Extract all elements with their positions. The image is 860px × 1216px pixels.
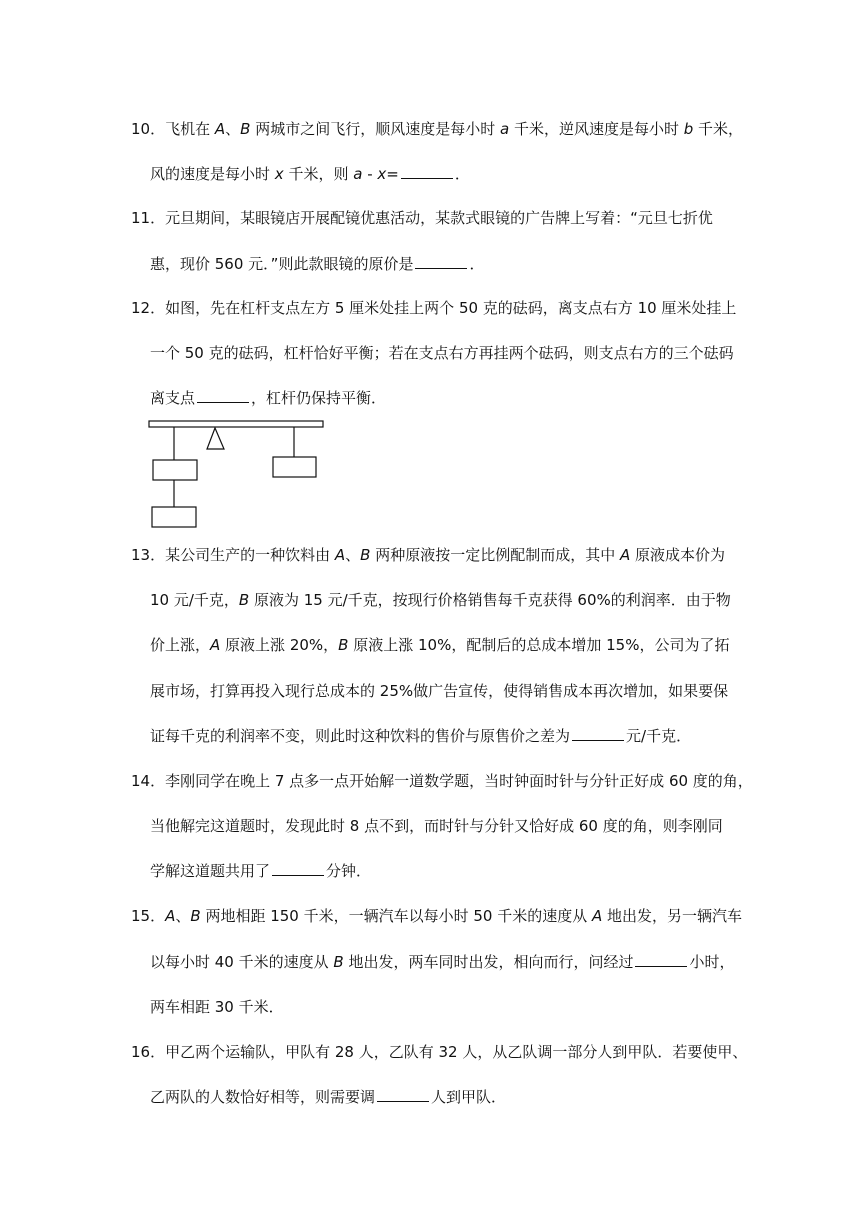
text: 两城市之间飞行，顺风速度是每小时 (250, 120, 500, 138)
text: ． (469, 255, 485, 273)
left-weight-1 (153, 460, 197, 480)
text: 如图，先在杠杆支点左方 5 厘米处挂上两个 50 克的砝码，离支点右方 10 厘米处挂上 (165, 299, 737, 317)
question-11-line-1 (131, 208, 713, 228)
var-a: A (334, 546, 346, 564)
text: 千米，逆风速度是每小时 (509, 120, 684, 138)
text: 千米， (693, 120, 744, 138)
text: 原液成本价为 (630, 546, 726, 564)
question-15-line-2 (150, 952, 735, 972)
question-number: 13． (131, 546, 166, 564)
var-b: B (238, 591, 250, 609)
text: 飞机在 (165, 120, 215, 138)
question-number: 11． (131, 209, 166, 227)
question-15-line-3 (150, 997, 284, 1017)
question-12-line-1 (131, 298, 736, 318)
text: 惠，现价 560 元．”则此款眼镜的原价是 (150, 255, 414, 273)
var-a: A (214, 120, 226, 138)
text: 地出发，另一辆汽车 (602, 907, 743, 925)
text: 风的速度是每小时 (150, 165, 275, 183)
question-16-line-2 (150, 1087, 506, 1107)
text: 一个 50 克的砝码，杠杆恰好平衡；若在支点右方再挂两个砝码，则支点右方的三个砝码 (150, 344, 734, 362)
question-13-line-2 (150, 590, 731, 610)
text: 两车相距 30 千米． (150, 998, 284, 1016)
text: 、 (225, 120, 241, 138)
var-a-lower: a (500, 120, 510, 138)
text: 地出发，两车同时出发，相向而行，问经过 (343, 953, 634, 971)
text: 人到甲队． (431, 1088, 507, 1106)
question-number: 16． (131, 1043, 166, 1061)
question-number: 14． (131, 772, 166, 790)
var-x: x (377, 165, 387, 183)
text: 小时， (689, 953, 735, 971)
text: 两种原液按一定比例配制而成，其中 (370, 546, 620, 564)
question-number: 10． (131, 120, 166, 138)
var-a: A (165, 907, 176, 925)
var-b: B (338, 636, 349, 654)
text: - (362, 165, 378, 183)
question-13-line-3 (150, 635, 729, 655)
var-a: A (592, 907, 603, 925)
var-b: B (240, 120, 251, 138)
fulcrum-triangle (207, 428, 224, 449)
text: 李刚同学在晚上 7 点多一点开始解一道数学题，当时钟面时针与分针正好成 60 度的角， (165, 772, 753, 790)
answer-blank[interactable] (197, 388, 249, 403)
question-number: 12． (131, 299, 166, 317)
question-12-line-2 (150, 343, 734, 363)
question-16-line-1 (131, 1042, 747, 1062)
question-13-line-4 (150, 681, 728, 701)
var-b-lower: b (683, 120, 694, 138)
answer-blank[interactable] (377, 1087, 429, 1102)
left-weight-2 (152, 507, 196, 527)
text: 两地相距 150 千米，一辆汽车以每小时 50 千米的速度从 (200, 907, 592, 925)
question-14-line-3 (150, 861, 371, 881)
text: 分钟． (326, 862, 372, 880)
text: ，杠杆仍保持平衡． (251, 389, 387, 407)
answer-blank[interactable] (572, 726, 624, 741)
text: 证每千克的利润率不变，则此时这种饮料的售价与原售价之差为 (150, 727, 571, 745)
text: 元旦期间，某眼镜店开展配镜优惠活动，某款式眼镜的广告牌上写着：“元旦七折优 (165, 209, 713, 227)
text: 元/千克． (626, 727, 692, 745)
text: 原液上涨 20%， (220, 636, 339, 654)
var-b: B (360, 546, 371, 564)
question-15-line-1 (131, 906, 742, 926)
text: 当他解完这道题时，发现此时 8 点不到，而时针与分针又恰好成 60 度的角，则李刚同 (150, 817, 723, 835)
answer-blank[interactable] (415, 254, 467, 269)
var-a: A (620, 546, 631, 564)
text: 、 (345, 546, 361, 564)
text: 甲乙两个运输队，甲队有 28 人，乙队有 32 人，从乙队调一部分人到甲队．若要使甲、 (165, 1043, 748, 1061)
text: 乙两队的人数恰好相等，则需要调 (150, 1088, 376, 1106)
question-14-line-2 (150, 816, 723, 836)
var-a: A (210, 636, 221, 654)
question-12-line-3 (150, 388, 386, 408)
question-14-line-1 (131, 771, 753, 791)
answer-blank[interactable] (401, 164, 453, 179)
lever-figure (148, 420, 328, 530)
answer-blank[interactable] (272, 861, 324, 876)
question-13-line-5 (150, 726, 691, 746)
var-a-lower: a (353, 165, 363, 183)
question-10-line-1 (131, 119, 743, 139)
text: 、 (175, 907, 191, 925)
text: = (386, 165, 399, 183)
text: 原液上涨 10%，配制后的总成本增加 15%，公司为了拓 (348, 636, 730, 654)
var-b: B (190, 907, 201, 925)
answer-blank[interactable] (635, 952, 687, 967)
question-11-line-2 (150, 254, 484, 274)
text: 千米，则 (283, 165, 354, 183)
text: 原液为 15 元/千克，按现行价格销售每千克获得 60%的利润率．由于物 (249, 591, 731, 609)
var-b: B (333, 953, 344, 971)
question-13-line-1 (131, 545, 725, 565)
lever-bar (149, 421, 323, 427)
text: 学解这道题共用了 (150, 862, 271, 880)
question-number: 15． (131, 907, 166, 925)
var-x: x (274, 165, 284, 183)
text: 价上涨， (150, 636, 211, 654)
text: 10 元/千克， (150, 591, 239, 609)
text: ． (454, 165, 470, 183)
text: 离支点 (150, 389, 196, 407)
question-10-line-2 (150, 164, 470, 184)
text: 以每小时 40 千米的速度从 (150, 953, 334, 971)
right-weight (273, 457, 316, 477)
text: 某公司生产的一种饮料由 (165, 546, 335, 564)
text: 展市场，打算再投入现行总成本的 25%做广告宣传，使得销售成本再次增加，如果要保 (150, 682, 729, 700)
